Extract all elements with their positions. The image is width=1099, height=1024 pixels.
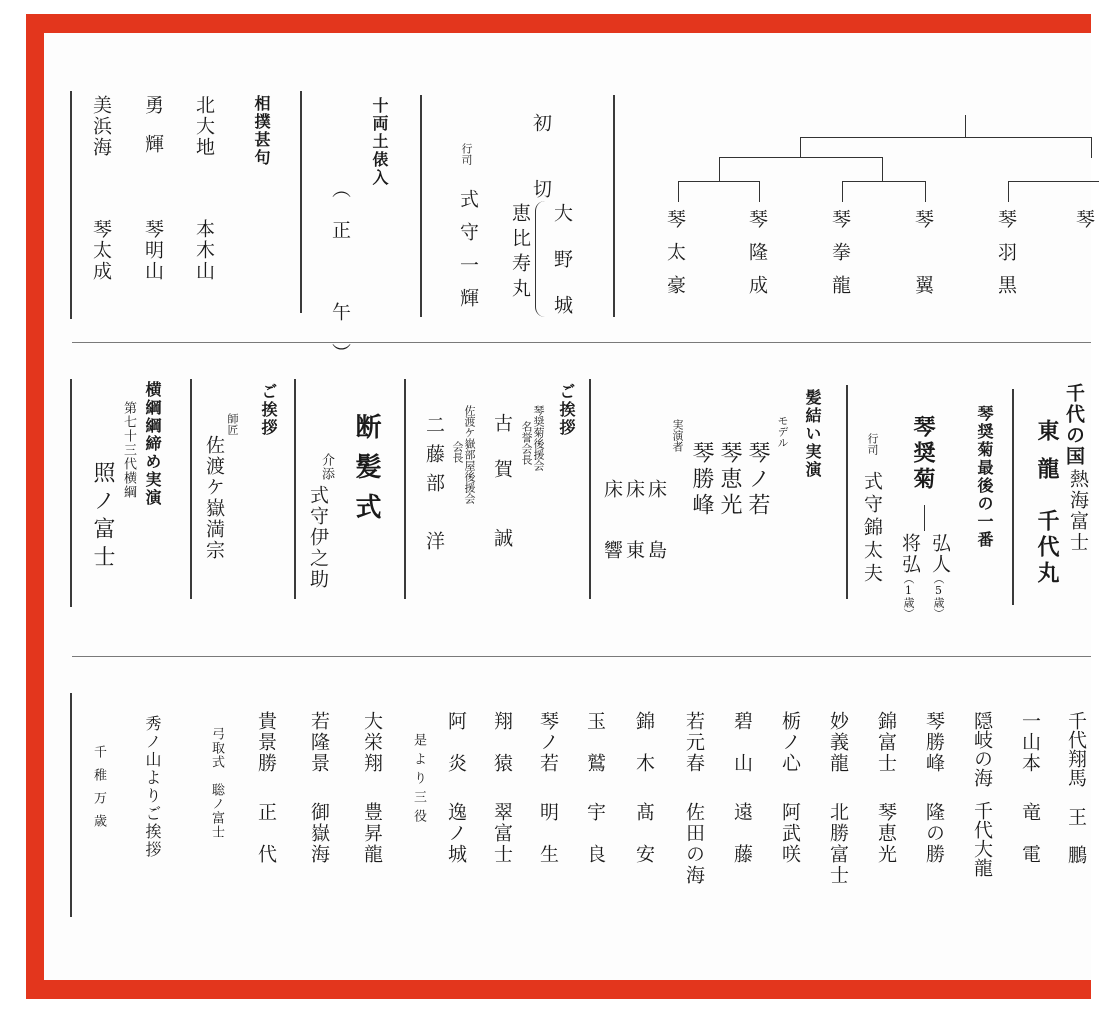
- top-col2b: [143, 219, 162, 282]
- kaizoe-label: 介添: [319, 453, 334, 481]
- east-wrestler: 若元春: [683, 711, 705, 774]
- performer-label: 実演者: [671, 419, 684, 452]
- west-wrestler: 竜 電: [1019, 802, 1041, 865]
- west-wrestler: 翠富士: [491, 802, 513, 865]
- higashi-label: 東: [1034, 419, 1060, 447]
- east-wrestler: 碧 山: [731, 711, 753, 774]
- west-wrestler: 阿武咲: [779, 802, 801, 865]
- section-divider-bottom: [72, 656, 1091, 657]
- gyoji-label: 行司: [460, 143, 473, 165]
- shikona: 琴: [142, 219, 164, 240]
- top-col1: [91, 95, 110, 158]
- west-wrestler: 明 生: [537, 802, 559, 865]
- juryo-dohyoiri-title: 十両土俵入: [370, 97, 389, 187]
- west-wrestler: 佐田の海: [683, 802, 705, 886]
- shikona: 本: [193, 219, 215, 240]
- bracket-line: [719, 157, 883, 182]
- juryo-time: （正 午）: [329, 179, 351, 384]
- rule: [300, 91, 302, 313]
- shisho-name: 佐渡ケ嶽満宗: [203, 435, 225, 561]
- shikona: 成: [90, 261, 112, 282]
- east-wrestler: 妙義龍: [827, 711, 849, 774]
- bracket-wrestler: 琴 翼: [912, 209, 934, 308]
- bout-pair: [972, 711, 991, 877]
- model-name: 琴勝峰: [689, 441, 714, 519]
- opponent-name: 将弘: [899, 533, 921, 575]
- bout-pair: [446, 711, 465, 865]
- bracket-wrestler: 琴: [1073, 209, 1095, 242]
- senzai-banzai: 千稚万歳: [91, 745, 106, 837]
- west-wrestler: 隆の勝: [923, 802, 945, 865]
- east-wrestler: 隠岐の海: [971, 711, 993, 787]
- top-col1b: [91, 219, 110, 282]
- sumo-jinku-title: 相撲甚句: [252, 95, 271, 167]
- tokoyama-col: [602, 479, 621, 561]
- model-label: モデル: [776, 415, 789, 448]
- shikona: 北: [193, 95, 215, 116]
- bout-pair: [492, 711, 511, 865]
- last-bout-title: 琴奨菊最後の一番: [975, 405, 994, 549]
- yokozuna-tsunashime-title: 横綱綱締め実演: [143, 381, 162, 507]
- section-divider-top: [72, 342, 1091, 343]
- top-col2: [143, 95, 162, 155]
- bout-pair: [1066, 711, 1085, 864]
- rule: [70, 379, 72, 607]
- bracket-wrestler: 琴隆成: [746, 209, 768, 308]
- shikona: 太: [90, 240, 112, 261]
- koreyori-sanyaku: 是より三役: [411, 733, 426, 828]
- rule: [294, 379, 296, 599]
- bout-pair: [684, 711, 703, 886]
- opponent-age: （1歳）: [902, 573, 915, 619]
- hatsukiri-wrestler: 恵比寿丸: [509, 203, 531, 303]
- east-wrestler: 千代翔馬: [1065, 711, 1087, 787]
- west-wrestler: 逸ノ城: [445, 802, 467, 865]
- model-name: 琴ノ若: [745, 441, 770, 519]
- honor-label: 琴奨菊後援会: [532, 405, 545, 471]
- bracket-line: [1008, 181, 1099, 202]
- bracket-line: [965, 115, 966, 137]
- bout-pair: [876, 711, 895, 865]
- bout-pair: [732, 711, 751, 865]
- shikona: 大: [193, 116, 215, 137]
- tokoyama: 床: [601, 479, 623, 500]
- bout-pair: [828, 711, 847, 886]
- gyoji2-name: 式守錦太夫: [861, 471, 883, 586]
- bracket-line: [678, 181, 760, 202]
- east-wrestler: 一山本: [1019, 711, 1041, 774]
- tokoyama-col: [646, 479, 665, 561]
- higashi-wrestler: 龍 千代丸: [1034, 457, 1060, 587]
- rule: [846, 385, 848, 599]
- rule: [613, 95, 615, 317]
- east-wrestler: 玉 鷲: [584, 711, 606, 774]
- tokoyama-name: 響: [601, 540, 623, 561]
- east-wrestler: 大栄翔: [361, 711, 383, 774]
- tokoyama-name: 東: [623, 540, 645, 561]
- east-wrestler: 琴ノ若: [537, 711, 559, 774]
- west-wrestler: 豊昇龍: [361, 802, 383, 865]
- gyoji2-label: 行司: [866, 433, 879, 455]
- chiyonokuni: 千代の国: [1063, 383, 1085, 467]
- opponent-age: （5歳）: [932, 573, 945, 619]
- shisho-label: 師匠: [226, 413, 239, 435]
- bout-pair: [309, 711, 328, 865]
- bout-pair: [538, 711, 557, 865]
- yumitori-shiki: 弓取式 聡ノ富士: [209, 727, 224, 839]
- shikona: 琴: [90, 219, 112, 240]
- tokoyama: 床: [645, 479, 667, 500]
- danpatsushiki-title: 断髪式: [351, 413, 381, 533]
- shikona: 地: [193, 137, 215, 158]
- rule: [190, 379, 192, 599]
- bout-dash: [924, 505, 925, 531]
- gyoji-name: 式守一輝: [457, 189, 479, 321]
- shikona: 輝: [142, 134, 164, 155]
- assoc-label: 佐渡ケ嶽部屋後援会: [463, 405, 476, 504]
- west-wrestler: 宇 良: [584, 802, 606, 865]
- bout-pair: [362, 711, 381, 865]
- east-wrestler: 若隆景: [308, 711, 330, 774]
- west-wrestler: 王 鵬: [1065, 807, 1087, 864]
- bracket-wrestler: 琴羽黒: [995, 209, 1017, 308]
- rule: [404, 379, 406, 599]
- shikona: 浜: [90, 116, 112, 137]
- top-left-rule: [70, 91, 72, 319]
- assoc-name: 二藤部 洋: [423, 415, 445, 560]
- shikona: 山: [142, 261, 164, 282]
- tokoyama-col: [624, 479, 643, 561]
- hatsukiri-title: 初 切: [530, 113, 552, 212]
- bout-pair: [634, 711, 653, 865]
- shikona: 木: [193, 240, 215, 261]
- east-wrestler: 翔 猿: [491, 711, 513, 774]
- shikona: 山: [193, 261, 215, 282]
- rule: [589, 379, 591, 599]
- hidenoyama-greeting: 秀ノ山よりご挨拶: [143, 715, 162, 859]
- chiyo-other: 熱海富士: [1067, 469, 1089, 553]
- east-wrestler: 阿 炎: [445, 711, 467, 774]
- yokozuna-name: 照ノ富士: [90, 461, 115, 573]
- kaizoe-name: 式守伊之助: [307, 485, 329, 590]
- top-col3b: [194, 219, 213, 282]
- rule: [1012, 389, 1014, 605]
- shikona: 美: [90, 95, 112, 116]
- kamiyui-title: 髪結い実演: [803, 389, 822, 479]
- bout-pair: [585, 711, 604, 865]
- east-wrestler: 琴勝峰: [923, 711, 945, 774]
- program-sheet: [44, 33, 1095, 980]
- honor-name: 古 賀 誠: [491, 413, 513, 551]
- west-wrestler: 正 代: [255, 802, 277, 865]
- tokoyama-name: 島: [645, 540, 667, 561]
- east-wrestler: 錦富士: [875, 711, 897, 774]
- west-wrestler: 北勝富士: [827, 802, 849, 886]
- goaisatsu-title: ご挨拶: [259, 383, 278, 437]
- model-name: 琴恵光: [717, 441, 742, 519]
- east-wrestler: 栃ノ心: [779, 711, 801, 774]
- west-wrestler: 琴恵光: [875, 802, 897, 865]
- west-wrestler: 遠 藤: [731, 802, 753, 865]
- rule: [420, 95, 422, 317]
- tokoyama: 床: [623, 479, 645, 500]
- bracket-wrestler: 琴拳龍: [829, 209, 851, 308]
- west-wrestler: 髙 安: [633, 802, 655, 865]
- goaisatsu-title: ご挨拶: [557, 383, 576, 437]
- west-wrestler: 千代大龍: [971, 801, 993, 877]
- honor-kaicho: 名誉会長: [520, 421, 533, 465]
- shikona: 勇: [142, 95, 164, 116]
- hatsukiri-wrestler: 大 野 城: [551, 203, 573, 318]
- assoc-kaicho: 会長: [451, 441, 464, 463]
- yokozuna-rank: 第七十三代横綱: [121, 401, 136, 499]
- east-wrestler: 貴景勝: [255, 711, 277, 774]
- west-wrestler: 御嶽海: [308, 802, 330, 865]
- bracket-wrestler: 琴太豪: [664, 209, 686, 308]
- shikona: 海: [90, 137, 112, 158]
- shikona: 明: [142, 240, 164, 261]
- kotoshogiku-name: 琴奨菊: [910, 415, 936, 493]
- top-col3: [194, 95, 213, 158]
- bout-pair: [780, 711, 799, 865]
- opponent-name: 弘人: [929, 533, 951, 575]
- bout-pair: [256, 711, 275, 865]
- rule: [70, 693, 72, 917]
- bracket-line: [842, 181, 926, 202]
- bout-pair: [1020, 711, 1039, 865]
- bracket-line: [800, 137, 1092, 158]
- hatsukiri-brace: [535, 201, 550, 317]
- bout-pair: [924, 711, 943, 865]
- east-wrestler: 錦 木: [633, 711, 655, 774]
